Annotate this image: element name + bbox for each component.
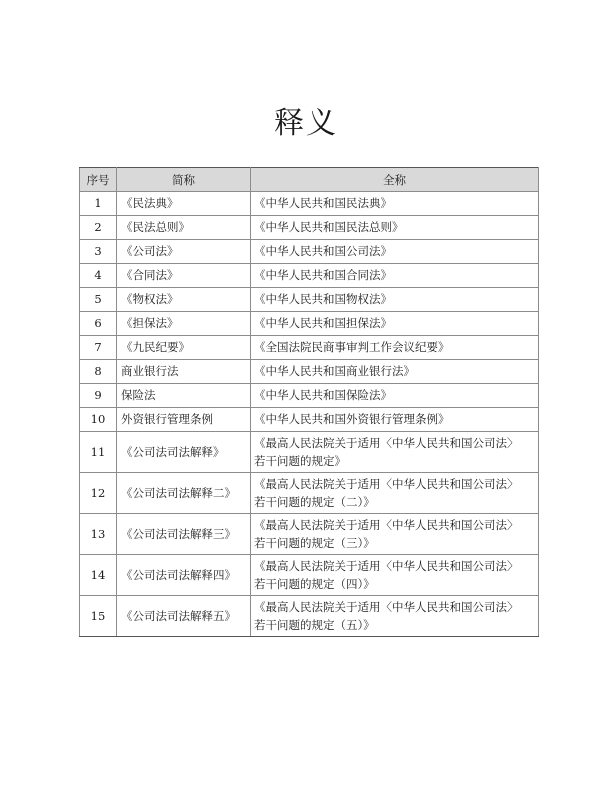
- table-row: [80, 360, 539, 384]
- row-num: 3: [80, 240, 117, 264]
- table-row: [80, 312, 539, 336]
- row-full-name: 《中华人民共和国担保法》: [251, 312, 539, 336]
- full-name-line-1: 《最高人民法院关于适用〈中华人民共和国公司法〉: [254, 436, 519, 450]
- page-title: 释义: [274, 106, 338, 141]
- row-short-name: 《担保法》: [117, 312, 251, 336]
- row-full-name: [251, 432, 539, 473]
- row-short-name: 《九民纪要》: [117, 336, 251, 360]
- full-name-line-2: 若干问题的规定》: [254, 454, 346, 468]
- row-full-name: 《中华人民共和国保险法》: [251, 384, 539, 408]
- row-full-name: 《全国法院民商事审判工作会议纪要》: [251, 336, 539, 360]
- row-short-name: 《公司法司法解释二》: [117, 473, 251, 514]
- table-row: [80, 555, 539, 596]
- table-row: [80, 240, 539, 264]
- table-header-row: [80, 168, 539, 192]
- row-num: 1: [80, 192, 117, 216]
- full-name-line-1: 《最高人民法院关于适用〈中华人民共和国公司法〉: [254, 518, 519, 532]
- row-num: 6: [80, 312, 117, 336]
- row-num: 10: [80, 408, 117, 432]
- row-short-name: 《民法总则》: [117, 216, 251, 240]
- row-num: 12: [80, 473, 117, 514]
- glossary-table: [79, 167, 539, 637]
- row-full-name: [251, 596, 539, 637]
- table-row: [80, 336, 539, 360]
- row-short-name: 《合同法》: [117, 264, 251, 288]
- row-num: 8: [80, 360, 117, 384]
- row-short-name: 《公司法司法解释五》: [117, 596, 251, 637]
- full-name-line-2: 若干问题的规定（三）》: [254, 536, 375, 550]
- full-name-line-1: 《最高人民法院关于适用〈中华人民共和国公司法〉: [254, 477, 519, 491]
- row-full-name: 《中华人民共和国民法典》: [251, 192, 539, 216]
- row-short-name: 《公司法》: [117, 240, 251, 264]
- row-full-name: [251, 514, 539, 555]
- table-row: [80, 514, 539, 555]
- full-name-line-1: 《最高人民法院关于适用〈中华人民共和国公司法〉: [254, 600, 519, 614]
- table-row: [80, 264, 539, 288]
- row-num: 13: [80, 514, 117, 555]
- row-full-name: 《中华人民共和国民法总则》: [251, 216, 539, 240]
- row-full-name: 《中华人民共和国外资银行管理条例》: [251, 408, 539, 432]
- row-full-name: 《中华人民共和国物权法》: [251, 288, 539, 312]
- row-num: 11: [80, 432, 117, 473]
- header-full-name: 全称: [251, 168, 539, 192]
- row-short-name: 《民法典》: [117, 192, 251, 216]
- row-short-name: 《公司法司法解释三》: [117, 514, 251, 555]
- row-short-name: 《物权法》: [117, 288, 251, 312]
- table-row: [80, 596, 539, 637]
- header-num: 序号: [80, 168, 117, 192]
- row-short-name: 商业银行法: [117, 360, 251, 384]
- table-row: [80, 216, 539, 240]
- table-row: [80, 432, 539, 473]
- full-name-line-2: 若干问题的规定（五）》: [254, 618, 375, 632]
- row-full-name: 《中华人民共和国合同法》: [251, 264, 539, 288]
- row-num: 2: [80, 216, 117, 240]
- row-short-name: 《公司法司法解释》: [117, 432, 251, 473]
- table-row: [80, 473, 539, 514]
- table-row: [80, 288, 539, 312]
- table-row: [80, 384, 539, 408]
- row-full-name: [251, 555, 539, 596]
- table-row: [80, 408, 539, 432]
- row-full-name: [251, 473, 539, 514]
- row-num: 4: [80, 264, 117, 288]
- table-row: [80, 192, 539, 216]
- row-full-name: 《中华人民共和国商业银行法》: [251, 360, 539, 384]
- row-full-name: 《中华人民共和国公司法》: [251, 240, 539, 264]
- header-short-name: 简称: [117, 168, 251, 192]
- row-num: 5: [80, 288, 117, 312]
- row-short-name: 外资银行管理条例: [117, 408, 251, 432]
- row-num: 15: [80, 596, 117, 637]
- row-num: 9: [80, 384, 117, 408]
- full-name-line-2: 若干问题的规定（四）》: [254, 577, 375, 591]
- row-num: 7: [80, 336, 117, 360]
- row-num: 14: [80, 555, 117, 596]
- row-short-name: 保险法: [117, 384, 251, 408]
- full-name-line-1: 《最高人民法院关于适用〈中华人民共和国公司法〉: [254, 559, 519, 573]
- full-name-line-2: 若干问题的规定（二）》: [254, 495, 375, 509]
- row-short-name: 《公司法司法解释四》: [117, 555, 251, 596]
